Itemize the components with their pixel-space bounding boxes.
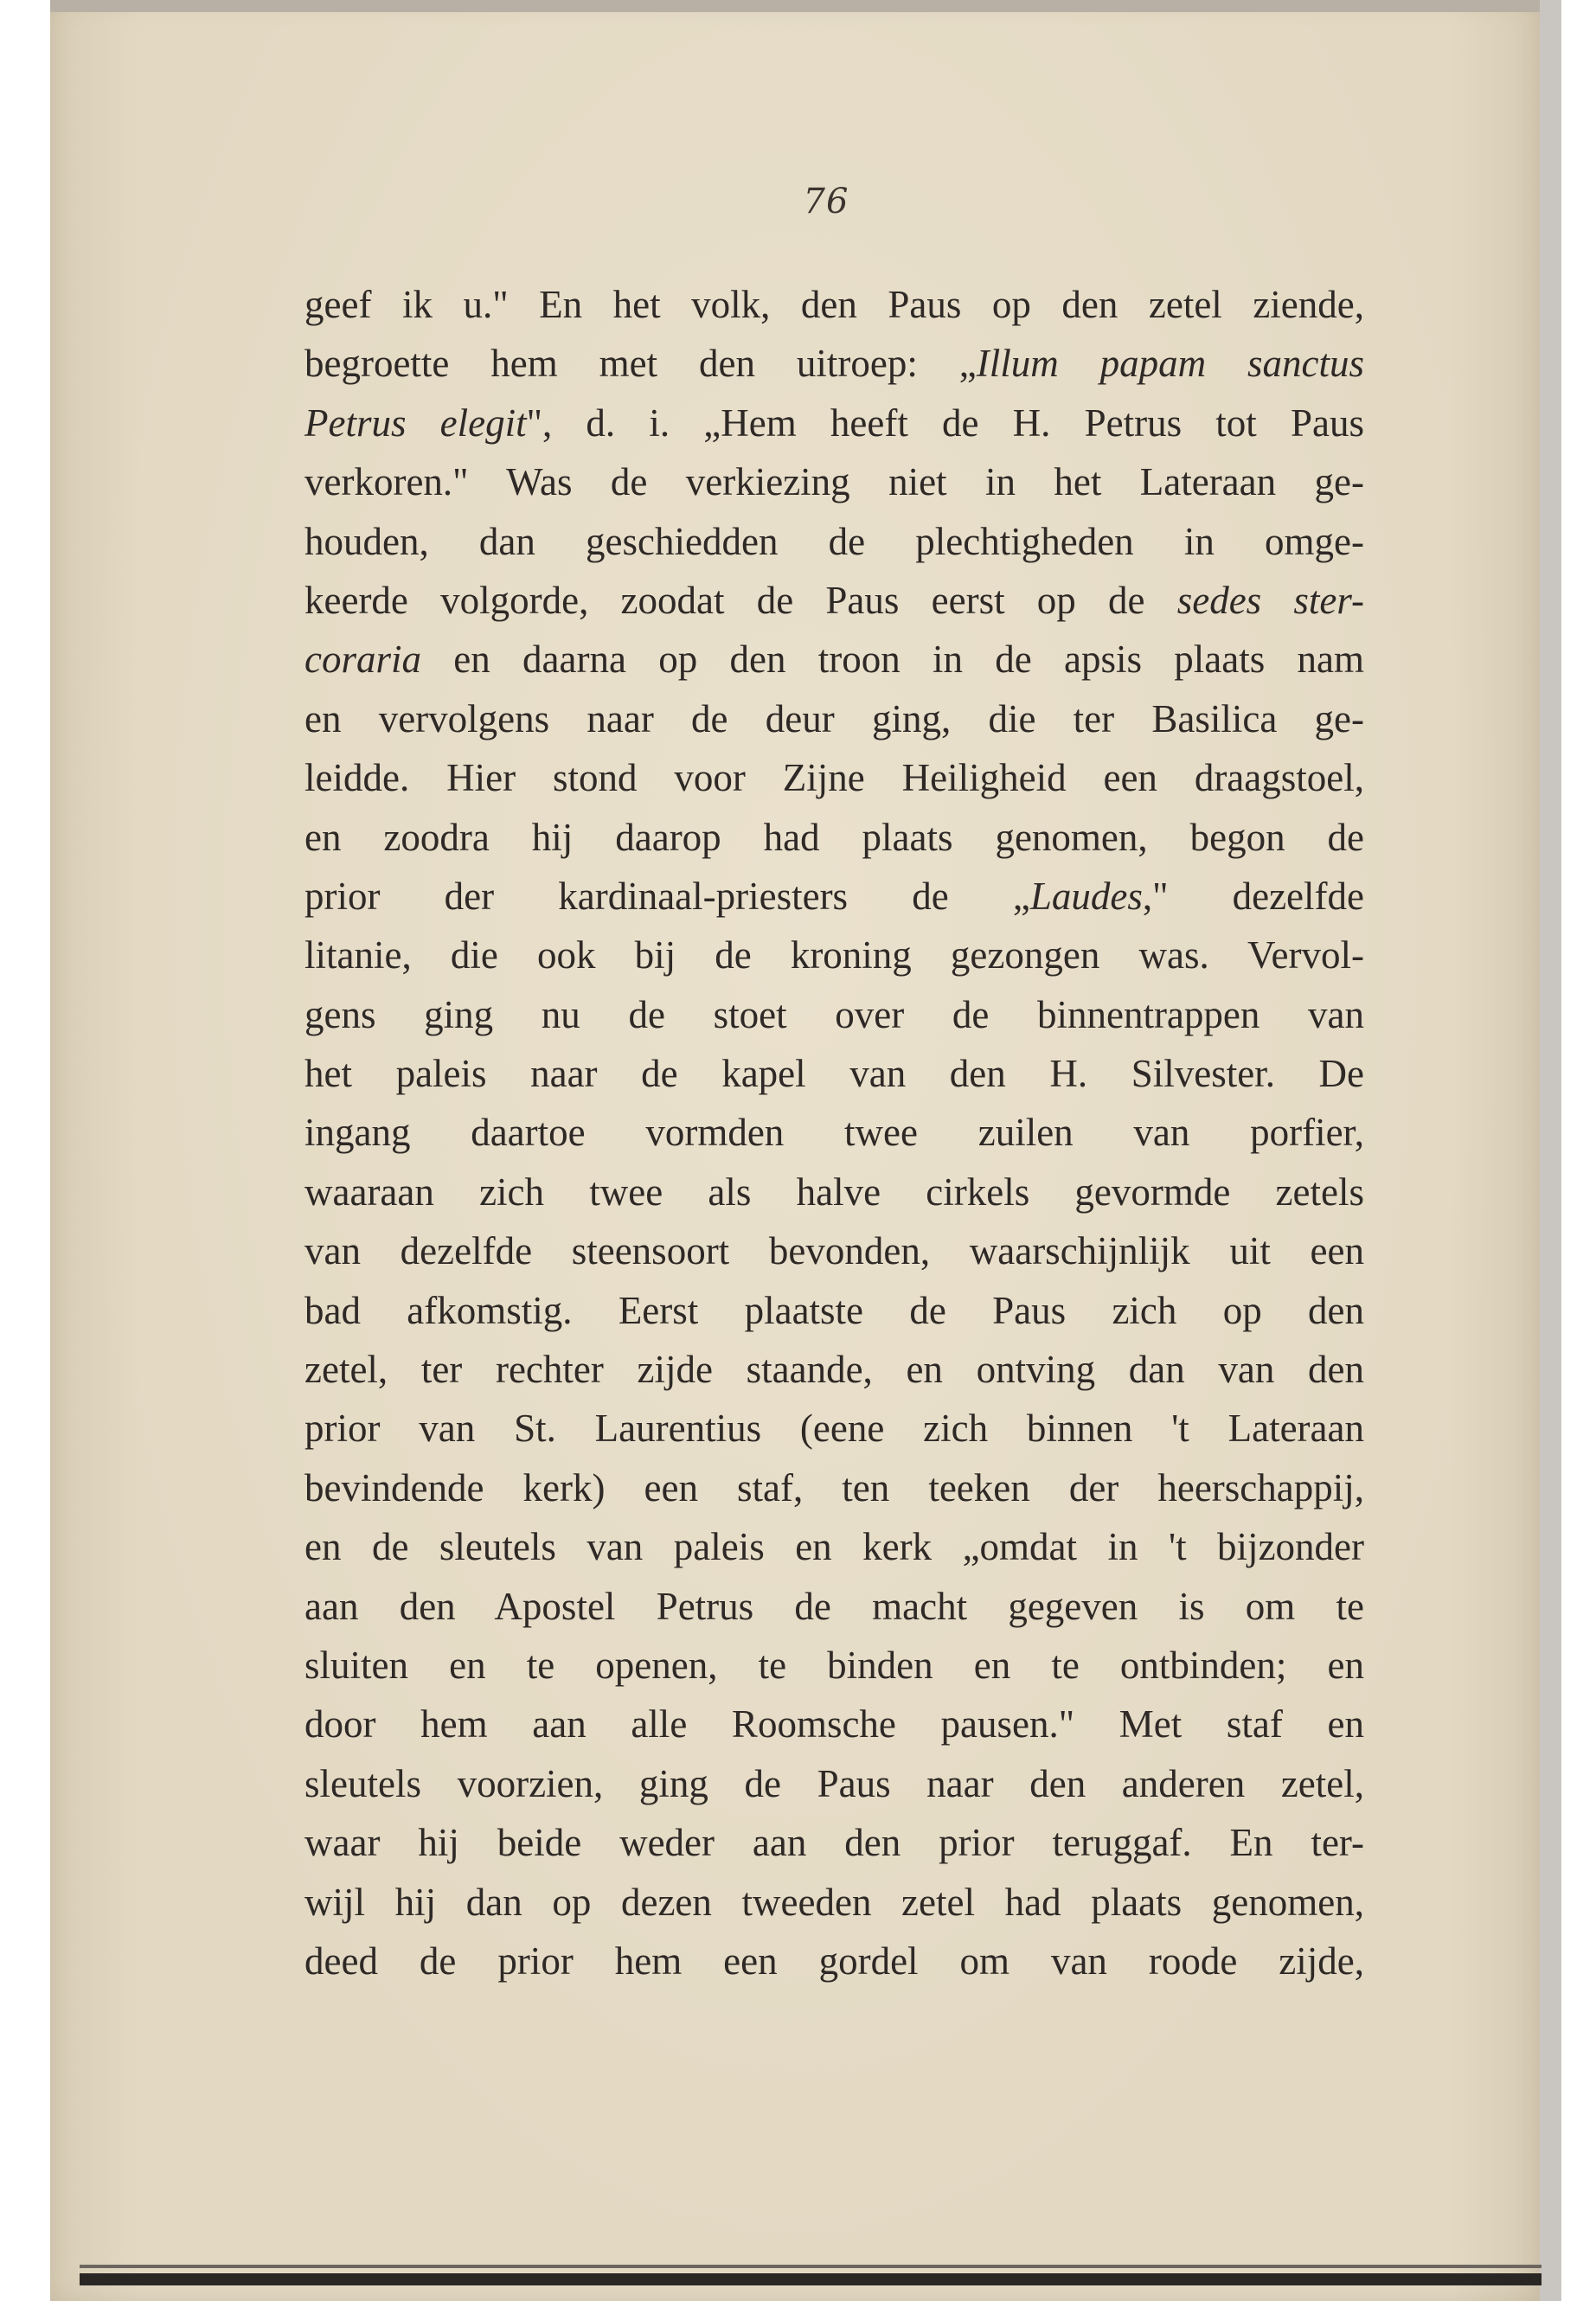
text-line (304, 1695, 1364, 1753)
text-segment: ingang daartoe vormden twee zuilen van porfier, (304, 1111, 1364, 1155)
text-line (304, 1103, 1364, 1162)
text-segment: van dezelfde steensoort bevonden, waarschijnlijk uit een (304, 1229, 1364, 1273)
text-line (304, 1577, 1364, 1636)
page-number: 76 (803, 182, 849, 221)
text-segment: deed de prior hem een gordel om van roode zijde, (304, 1939, 1364, 1983)
text-line (304, 1163, 1364, 1221)
text-segment: begroette hem met den uitroep: „ (304, 342, 977, 386)
body-text (304, 275, 1364, 1990)
bottom-edge-line (80, 2265, 1542, 2268)
text-segment: door hem aan alle Roomsche pausen." Met staf en (304, 1702, 1364, 1747)
italic-phrase: Petrus elegit (304, 401, 527, 445)
text-line (304, 1873, 1364, 1932)
italic-phrase: Laudes (1029, 874, 1143, 918)
italic-phrase: sedes ster- (1176, 578, 1364, 622)
text-line (304, 926, 1364, 984)
text-line (304, 808, 1364, 867)
text-segment: en daarna op den troon in de apsis plaats nam (421, 638, 1364, 682)
text-line (304, 1517, 1364, 1576)
bottom-edge-rule (80, 2273, 1542, 2285)
text-segment: en de sleutels van paleis en kerk „omdat in 't bijzonder (304, 1525, 1364, 1569)
text-segment: bevindende kerk) een staf, ten teeken der heerschappij, (304, 1465, 1364, 1509)
text-line (304, 452, 1364, 511)
text-segment: litanie, die ook bij de kroning gezongen was. Vervol- (304, 933, 1364, 977)
text-segment: sleutels voorzien, ging de Paus naar den anderen zetel, (304, 1761, 1364, 1805)
text-segment: gens ging nu de stoet over de binnentrappen van (304, 992, 1364, 1036)
text-segment: houden, dan geschiedden de plechtigheden in omge- (304, 519, 1364, 563)
text-segment: ," dezelfde (1142, 874, 1364, 918)
text-line (304, 985, 1364, 1044)
text-segment: en vervolgens naar de deur ging, die ter Basilica ge- (304, 696, 1364, 740)
text-segment: het paleis naar de kapel van den H. Silvester. De (304, 1052, 1364, 1096)
text-line (304, 1044, 1364, 1103)
text-line (304, 1221, 1364, 1280)
text-segment: aan den Apostel Petrus de macht gegeven is om te (304, 1584, 1364, 1628)
text-segment: verkoren." Was de verkiezing niet in het Lateraan ge- (304, 460, 1364, 504)
text-line (304, 1458, 1364, 1517)
text-line (304, 1636, 1364, 1695)
italic-phrase: Illum papam sanctus (976, 342, 1364, 386)
text-segment: waar hij beide weder aan den prior teruggaf. En ter- (304, 1821, 1364, 1865)
text-line (304, 1340, 1364, 1399)
text-segment: prior der kardinaal-priesters de „ (304, 874, 1030, 918)
text-segment: waaraan zich twee als halve cirkels gevormde zetels (304, 1170, 1364, 1214)
text-segment: zetel, ter rechter zijde staande, en ontving dan van den (304, 1348, 1364, 1392)
text-segment: sluiten en te openen, te binden en te ontbinden; en (304, 1643, 1364, 1687)
text-segment: en zoodra hij daarop had plaats genomen, begon de (304, 815, 1364, 859)
text-segment: prior van St. Laurentius (eene zich binnen 't Lateraan (304, 1407, 1364, 1451)
text-segment: leidde. Hier stond voor Zijne Heiligheid een draagstoel, (304, 756, 1364, 800)
text-line (304, 512, 1364, 571)
text-line (304, 1281, 1364, 1340)
text-segment: keerde volgorde, zoodat de Paus eerst op de (304, 578, 1177, 622)
text-line (304, 630, 1364, 689)
text-line (304, 867, 1364, 926)
text-line (304, 334, 1364, 393)
text-segment: geef ik u." En het volk, den Paus op den zetel ziende, (304, 283, 1364, 326)
text-line (304, 1813, 1364, 1872)
right-scan-margin (1540, 0, 1561, 2301)
text-line (304, 1399, 1364, 1458)
text-line (304, 394, 1364, 452)
top-edge-shadow (50, 0, 1540, 12)
text-line (304, 1932, 1364, 1990)
text-line (304, 571, 1364, 630)
italic-phrase: coraria (304, 638, 421, 682)
text-segment: bad afkomstig. Eerst plaatste de Paus zich op den (304, 1288, 1364, 1332)
text-segment: wijl hij dan op dezen tweeden zetel had plaats genomen, (304, 1880, 1364, 1924)
text-line (304, 1754, 1364, 1813)
text-line (304, 748, 1364, 807)
text-line (304, 689, 1364, 748)
text-segment: ", d. i. „Hem heeft de H. Petrus tot Paus (526, 401, 1364, 445)
text-line (304, 275, 1364, 334)
